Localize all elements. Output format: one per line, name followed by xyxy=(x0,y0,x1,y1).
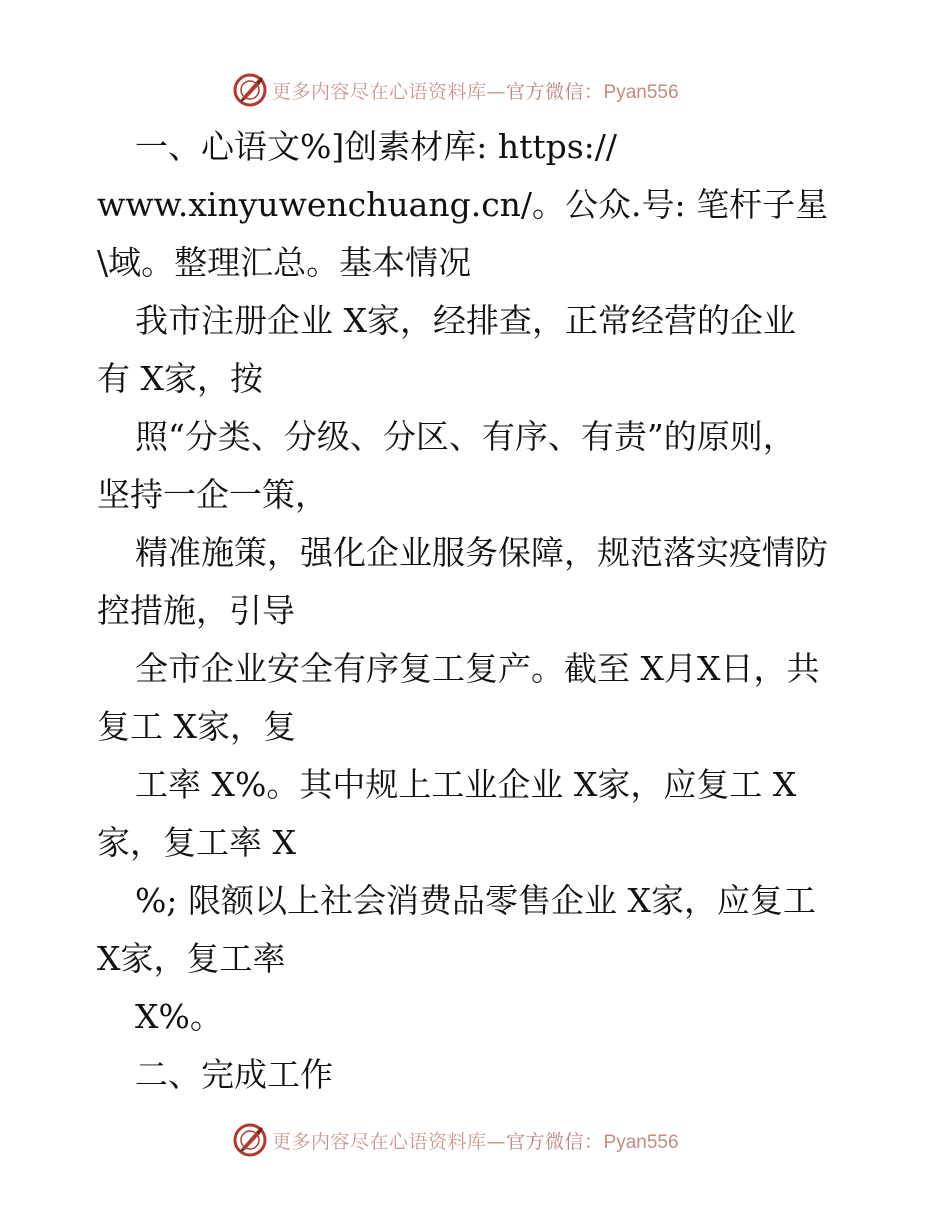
paragraph-line: 我市注册企业 X家，经排查，正常经营的企业 xyxy=(135,301,796,340)
watermark-main: 更多内容尽在心语资料库 xyxy=(272,1130,487,1153)
paragraph-line: 照“分类、分级、分区、有序、有责”的原则， xyxy=(135,417,796,456)
quill-pen-seal-icon xyxy=(232,72,268,108)
header-watermark-banner xyxy=(232,70,712,110)
paragraph-line: 精准施策，强化企业服务保障，规范落实疫情防 xyxy=(135,533,828,572)
paragraph-line: 控措施，引导 xyxy=(97,591,295,630)
watermark-wechat-account: Pyan556 xyxy=(603,81,679,103)
paragraph-line: 家，复工率 X xyxy=(97,823,296,862)
watermark-dash: — xyxy=(486,1130,507,1153)
watermark-wechat-account: Pyan556 xyxy=(603,1131,679,1153)
quill-pen-seal-icon xyxy=(232,1122,268,1158)
paragraph-line: 全市企业安全有序复工复产。截至 X月X日，共 xyxy=(135,649,820,688)
paragraph-line: 工率 X%。其中规上工业企业 X家，应复工 X xyxy=(135,765,797,804)
paragraph-line: X家，复工率 xyxy=(97,939,286,978)
paragraph-line: 一、心语文%]创素材库: https:// xyxy=(135,127,618,166)
paragraph-line: %; 限额以上社会消费品零售企业 X家，应复工 xyxy=(135,881,816,920)
watermark-wechat-label: 官方微信： xyxy=(506,80,604,103)
footer-watermark-banner xyxy=(232,1120,712,1160)
watermark-wechat-label: 官方微信： xyxy=(506,1130,604,1153)
paragraph-line: www.xinyuwenchuang.cn/。公众.号: 笔杆子星 xyxy=(97,185,829,224)
paragraph-line: X%。 xyxy=(135,997,223,1036)
paragraph-line: \域。整理汇总。基本情况 xyxy=(97,243,472,282)
paragraph-line: 有 X家，按 xyxy=(97,359,263,398)
watermark-text xyxy=(272,1127,679,1154)
watermark-dash: — xyxy=(486,80,507,103)
watermark-main: 更多内容尽在心语资料库 xyxy=(272,80,487,103)
watermark-text xyxy=(272,77,679,104)
document-body xyxy=(97,118,867,1104)
paragraph-line: 坚持一企一策， xyxy=(97,475,328,514)
paragraph-line: 复工 X家，复 xyxy=(97,707,296,746)
section-heading: 二、完成工作 xyxy=(135,1055,333,1094)
